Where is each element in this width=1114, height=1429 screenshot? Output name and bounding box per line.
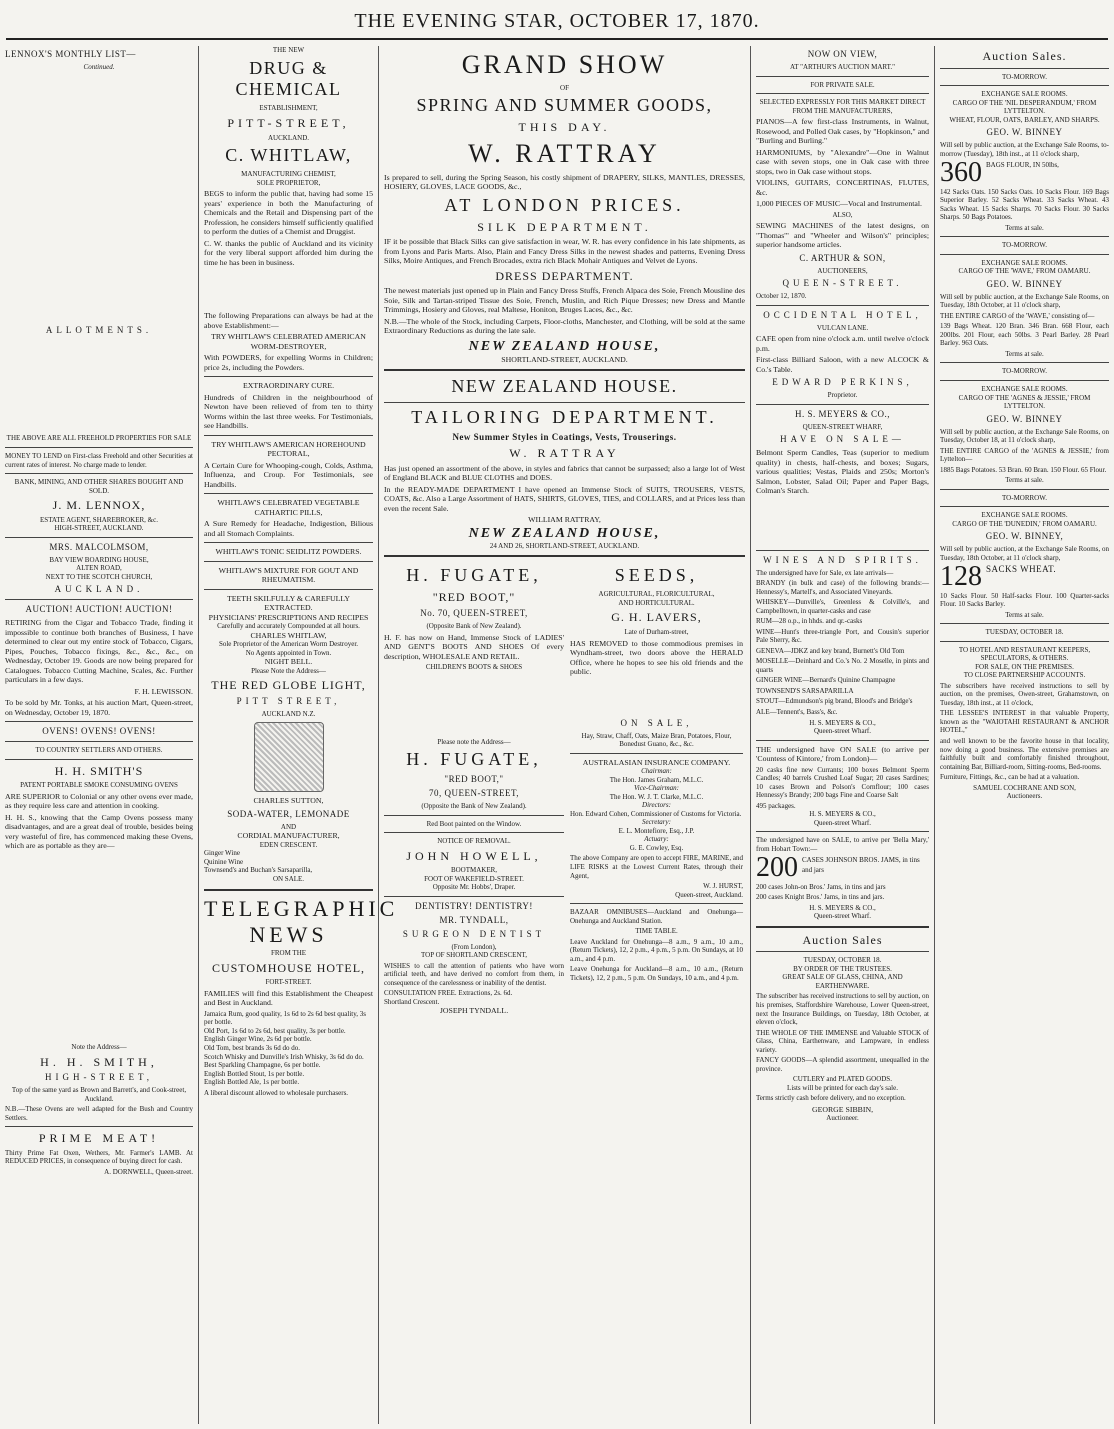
wr-name: W. RATTRAY: [509, 446, 620, 461]
whitlaw-role: MANUFACTURING CHEMIST,: [241, 170, 336, 179]
terms-1: Terms at sale.: [1005, 223, 1044, 232]
soda-line: SODA-WATER, LEMONADE: [227, 808, 350, 819]
vice-name: The Hon. W. J. T. Clarke, M.L.C.: [609, 792, 704, 801]
prime-sign: A. DORNWELL, Queen-street.: [104, 1167, 193, 1176]
vice-chair: Vice-Chairman:: [634, 784, 679, 793]
rattray-name: W. RATTRAY: [468, 138, 661, 168]
column-3: [379, 46, 750, 1424]
tuesday: TUESDAY, OCTOBER 18.: [803, 956, 882, 965]
hurst-location: Queen-street, Auckland.: [675, 890, 743, 899]
column-2: [199, 46, 399, 1424]
cochrane: SAMUEL COCHRANE AND SON,: [973, 783, 1076, 792]
two-hundred: 200: [756, 852, 798, 884]
on-sale-3: ON SALE,: [620, 717, 693, 728]
have-on-sale: HAVE ON SALE—: [780, 434, 905, 445]
removal: NOTICE OF REMOVAL.: [437, 837, 511, 846]
news: NEWS: [249, 922, 328, 948]
terms-2: Terms at sale.: [1005, 349, 1044, 358]
this-day: THIS DAY.: [518, 120, 611, 135]
lessee: THE LESSEE'S INTEREST in that valuable Property, known as the "WAIOTAHI RESTAURANT & ANCHOR HOTEL,": [940, 709, 1109, 735]
hotel-keepers: TO HOTEL AND RESTAURANT KEEPERS, SPECULATORS, & OTHERS.: [958, 645, 1091, 663]
red-boot-2: "RED BOOT,": [444, 774, 504, 785]
horticultural: AND HORTICULTURAL.: [618, 598, 695, 607]
binney-4: GEO. W. BINNEY,: [985, 531, 1064, 542]
fugate-body-block: [384, 672, 564, 738]
nz-house-3: NEW ZEALAND HOUSE,: [468, 525, 661, 541]
exchange-4: EXCHANGE SALE ROOMS.: [981, 511, 1068, 520]
auction-heading: AUCTION! AUCTION! AUCTION!: [25, 604, 173, 615]
lavers-late: Late of Durham-street,: [624, 628, 689, 637]
fugate-text: H. F. has now on Hand, Immense Stock of LADIES' AND GENT'S BOOTS AND SHOES Of every description, WHOLESALE AND RETAIL.: [384, 632, 564, 661]
whiskey: WHISKEY—Dunville's, Greenless & Colville's, and Campbelltown, in quarter-casks and case: [756, 598, 929, 615]
bank-shares: BANK, MINING, AND OTHER SHARES BOUGHT AND SOLD.: [14, 478, 184, 495]
lennox-continued: Continued.: [83, 62, 115, 71]
subscriber-text: The subscriber has received instructions to sell by auction, on his premises, Staffordshire Warehouse, Lower Queen-street, next the Insurance Buildings, on Tuesday, 18th October, at eleven o'clock,: [756, 992, 929, 1027]
night-bell: NIGHT BELL.: [264, 657, 313, 667]
secretary: Secretary:: [642, 818, 671, 827]
wine-3: English Ginger Wine, 2s 6d per bottle.: [204, 1035, 312, 1044]
dress-nb: N.B.—The whole of the Stock, including Carpets, Floor-cloths, Manchester, and Clothing, will be sold at the same Extraordinary Reductions as during the late sale.: [384, 316, 745, 336]
binney-2-text: Will sell by public auction, at the Exchange Sale Rooms, on Tuesday, 18th October, at 11 o'clock sharp,: [940, 292, 1109, 310]
undersigned-heading: THE undersigned have ON SALE (to arrive per 'Countess of Kintore,' from London)—: [756, 744, 929, 764]
addr-note: Please Note the Address—: [251, 666, 326, 675]
arthur-son: C. ARTHUR & SON,: [799, 252, 886, 263]
drug-head2: DRUG & CHEMICAL: [235, 57, 342, 100]
perkins-role: Proprietor.: [827, 391, 858, 400]
cw-role: Sole Proprietor of the American Worm Destroyer.: [218, 640, 359, 649]
terms-3: Terms at sale.: [1005, 476, 1044, 485]
wr-text: Has just opened an assortment of the above, in styles and fabrics that cannot be surpassed; also a large lot of West of England BLACK and BLUE CLOTHS and DOES.: [384, 463, 745, 483]
sutton-name: CHARLES SUTTON,: [253, 796, 324, 806]
binney-3: GEO. W. BINNEY: [986, 413, 1063, 424]
actuary-name: G. E. Cowley, Esq.: [629, 843, 684, 852]
pitt-street-2: PITT STREET,: [236, 695, 341, 706]
smith-street: HIGH-STREET,: [44, 1072, 154, 1083]
brandy: BRANDY (in bulk and case) of the following brands:—Hennessy's, Martell's, and Associated Vineyards.: [756, 579, 929, 596]
fugate-2: H. FUGATE,: [406, 749, 542, 770]
aus-insurance: AUSTRALASIAN INSURANCE COMPANY.: [582, 757, 731, 767]
allotments-heading: ALLOTMENTS.: [45, 324, 153, 335]
malcolmsom-name: MRS. MALCOLMSOM,: [49, 541, 149, 552]
jams-3: 200 cases Knight Bros.' Jams, in tins and jars.: [756, 893, 885, 902]
list-4: 10 Sacks Flour. 50 Half-sacks Flour. 100 Quarter-sacks Flour. 10 Sacks Barley.: [940, 591, 1109, 609]
dress-heading: DRESS DEPARTMENT.: [495, 268, 634, 283]
auctioneers: AUCTIONEERS,: [817, 266, 868, 275]
packages: 495 packages.: [756, 801, 796, 810]
wine-7: English Bottled Stout, 1s per bottle.: [204, 1069, 305, 1078]
nz-house-2: NEW ZEALAND HOUSE.: [451, 376, 678, 397]
binney-1: GEO. W. BINNEY: [986, 127, 1063, 138]
queen-70: 70, QUEEN-STREET,: [428, 788, 520, 798]
binney-4-text: Will sell by public auction, at the Exchange Sale Rooms, on Tuesday, 18th October, at 11 o'clock sharp,: [940, 545, 1109, 562]
no-agents: No Agents appointed in Town.: [245, 648, 332, 657]
trustees: BY ORDER OF THE TRUSTEES.: [793, 964, 892, 973]
prime-heading: PRIME MEAT!: [38, 1131, 160, 1146]
sibbin-role: Auctioneer.: [826, 1114, 859, 1123]
summer-styles: New Summer Styles in Coatings, Vests, Trouserings.: [452, 432, 677, 443]
meyers-text: Belmont Sperm Candles, Teas (superior to medium quality) in chests, half-chests, and boxes; Sugars, various qualities; Vestas, Plaids and 250s; Morton's Salmon, Lobster, Salad Oil; Paper and Paper Bags, Colman's Starch.: [756, 448, 929, 496]
red-boot-1: "RED BOOT,": [432, 590, 516, 605]
from-london: (From London),: [451, 942, 497, 951]
wharf-4: Queen-street Wharf.: [813, 912, 871, 921]
wakefield: FOOT OF WAKEFIELD-STREET.: [424, 874, 524, 883]
music: 1,000 PIECES OF MUSIC—Vocal and Instrumental.: [756, 199, 922, 209]
newspaper-title: THE EVENING STAR, OCTOBER 17, 1870.: [354, 10, 760, 32]
ginger-wine: Ginger Wine: [204, 849, 240, 858]
also: ALSO,: [832, 210, 853, 219]
please-note: Please note the Address—: [437, 737, 511, 746]
for-sale-premises: FOR SALE, ON THE PREMISES.: [975, 662, 1074, 671]
cw-sign: CHARLES WHITLAW,: [250, 630, 327, 640]
silk-text: IF it be possible that Black Silks can give satisfaction in wear, W. R. has every confidence in his late shipments, as from Lyons and Paris Marts. Also, Plain and Fancy Dress Silks in the newest shades and patterns, Evening Dress Silks, Moire Antiques, and French Brocades, extra rich Black Mohair Antiques and Velvet de Lyons.: [384, 237, 745, 266]
num-360: 360: [940, 157, 982, 189]
eden-crescent: EDEN CRESCENT.: [259, 840, 318, 849]
smith-body-block: [5, 853, 193, 1043]
drug-head3: ESTABLISHMENT,: [259, 104, 318, 113]
telegraphic: TELEGRAPHIC: [204, 895, 399, 921]
physicians-head: PHYSICIANS' PRESCRIPTIONS AND RECIPES: [208, 612, 369, 622]
cargo-4: CARGO OF THE 'DUNEDIN,' FROM OAMARU.: [952, 519, 1097, 528]
lennox-role: ESTATE AGENT, SHAREBROKER, &c.: [40, 515, 158, 524]
fugate-column: [384, 562, 564, 1015]
agricultural: AGRICULTURAL, FLORICULTURAL,: [598, 590, 715, 599]
sarsaparilla: Townsend's and Buchan's Sarsaparilla,: [204, 866, 313, 875]
cochrane-role: Auctioneers.: [1006, 792, 1043, 801]
selected: SELECTED EXPRESSLY FOR THIS MARKET DIRECT FROM THE MANUFACTURERS,: [759, 98, 926, 115]
sibbin: GEORGE SIBBIN,: [811, 1104, 874, 1114]
london-prices: AT LONDON PRICES.: [444, 194, 685, 215]
pills-head: WHITLAW'S CELEBRATED VEGETABLE CATHARTIC PILLS,: [217, 498, 360, 517]
actuary: Actuary:: [644, 835, 669, 844]
pianos: PIANOS—A few first-class Instruments, in Walnut, Rosewood, and Polled Oak cases, by "Hopkinson," and "Burling and Burling.": [756, 117, 929, 146]
seeds-column: [570, 562, 743, 1015]
sacks-wheat: SACKS WHEAT.: [986, 564, 1057, 575]
rum: RUM—28 o.p., in hhds. and qr.-casks: [756, 617, 863, 626]
column-4: [751, 46, 934, 1424]
silk-heading: SILK DEPARTMENT.: [477, 219, 652, 234]
wharf-3: Queen-street Wharf.: [813, 818, 871, 827]
on-sale: ON SALE.: [272, 875, 305, 884]
wr-text2: In the READY-MADE DEPARTMENT I have opened an Immense Stock of SUITS, TROUSERS, VESTS, COATS, &c. Also a Large Assortment of HATS, SHIRTS, GLOVES, TIES, and COLLARS, and at Prices less than even the recent Sale.: [384, 484, 745, 513]
timetable: TIME TABLE.: [635, 927, 678, 936]
top-shortland: TOP OF SHORTLAND CRESCENT,: [420, 951, 528, 960]
wines-heading: WINES AND SPIRITS.: [763, 554, 922, 565]
spring-summer: SPRING AND SUMMER GOODS,: [416, 95, 713, 116]
whitlaw-text: BEGS to inform the public that, having had some 15 years' experience in both the Manufacturing of Chemicals and the Retail and Dispensing part of the Profession, he considers himself sufficiently qualified to perform the duties of a Chemist and Druggist.: [204, 189, 373, 237]
tyndall-text: WISHES to call the attention of patients who have worn artificial teeth, and have derived no comfort from them, in consequence of the carelessness or inability of the dentist.: [384, 961, 564, 987]
townsend: TOWNSEND'S SARSAPARILLA: [756, 686, 854, 695]
drug-city: AUCKLAND.: [267, 133, 310, 142]
subscribers-text: The subscribers have received instructions to sell by auction, on the premises, Owen-street, Grahamstown, on Tuesday, 18th inst., at 11 o'clock,: [940, 681, 1109, 707]
fugate-1: H. FUGATE,: [406, 565, 542, 586]
geneva: GENEVA—JDKZ and key brand, Burnett's Old Tom: [756, 646, 905, 655]
lavers-text: HAS REMOVED to those commodious premises in Wyndham-street, two doors above the HERALD Office, where he hopes to see his old friends and the public.: [570, 638, 743, 677]
moselle: MOSELLE—Deinhard and Co.'s No. 2 Moselle, in pints and quarts: [756, 657, 929, 674]
column-1: [0, 46, 198, 1424]
masthead: [0, 0, 1114, 44]
cutlery: CUTLERY and PLATED GOODS.: [793, 1075, 892, 1084]
hurst: W. J. HURST,: [703, 882, 743, 891]
no-70: No. 70, QUEEN-STREET,: [420, 608, 528, 619]
tyndall: MR. TYNDALL,: [439, 914, 509, 925]
wheat-flour: WHEAT, FLOUR, OATS, BARLEY, AND SHARPS.: [949, 115, 1100, 124]
wine-5: Scotch Whisky and Dunville's Irish Whisky, 3s 6d do do.: [204, 1052, 364, 1061]
customhouse-hotel: CUSTOMHOUSE HOTEL,: [211, 960, 366, 975]
surgeon-dentist: SURGEON DENTIST: [402, 928, 546, 939]
ovens-heading: OVENS! OVENS! OVENS!: [42, 726, 156, 737]
meyers-body-block: [756, 498, 929, 546]
money-notice: MONEY TO LEND on First-class Freehold and other Securities at current rates of interest. No charge made to lender.: [5, 452, 193, 469]
howell: JOHN HOWELL,: [406, 848, 542, 863]
families-text: FAMILIES will find this Establishment the Cheapest and Best in Auckland.: [204, 988, 373, 1008]
furniture: Furniture, Fittings, &c., can be had at a valuation.: [940, 773, 1080, 782]
smith-name: H. H. SMITH'S: [54, 763, 144, 778]
gout-head: WHITLAW'S MIXTURE FOR GOUT AND RHEUMATISM.: [218, 565, 359, 585]
occidental: OCCIDENTAL HOTEL,: [763, 309, 922, 320]
tuesday-18: TUESDAY, OCTOBER 18.: [985, 628, 1064, 637]
dress-text: The newest materials just opened up in Plain and Fancy Dress Stuffs, French Alpaca des Soie, French Mousline des Soie, Silk and Tartan-striped Tissue des Soie, French, Muslin, and Rich Pique Dresses; new Dress and Mantle Trimmings, Hosiery and Gloves, real Maltese, Honiton, Bruges Laces, &c., &c.: [384, 286, 745, 315]
smith-sign: H. H. SMITH,: [40, 1054, 158, 1069]
bootmaker: BOOTMAKER,: [450, 866, 498, 875]
wine-8: English Bottled Ale, 1s per bottle.: [204, 1078, 300, 1087]
bella-mary: The undersigned have on SALE, to arrive per 'Bella Mary,' from Hobart Town:—: [756, 836, 929, 853]
cargo-3: CARGO OF THE 'AGNES & JESSIE,' FROM LYTTELTON.: [958, 393, 1091, 411]
lennox-name: J. M. LENNOX,: [52, 498, 146, 513]
malcolmsom-addr1: ALTEN ROAD,: [76, 564, 122, 573]
cargo-2: CARGO OF THE 'WAVE,' FROM OAMARU.: [958, 267, 1091, 276]
wines-sub: The undersigned have for Sale, ex late arrivals—: [756, 568, 894, 577]
violins: VIOLINS, GUITARS, CONCERTINAS, FLUTES, &c.: [756, 178, 929, 197]
nz-house-1: NEW ZEALAND HOUSE,: [468, 338, 661, 354]
malcolmsom-city: AUCKLAND.: [54, 584, 144, 595]
dentistry: DENTISTRY! DENTISTRY!: [415, 900, 533, 911]
wharf-2: Queen-street Wharf.: [813, 727, 871, 736]
bazaar-heading: BAZAAR OMNIBUSES—Auckland and Onehunga—Onehunga and Auckland Station.: [570, 908, 743, 925]
private-sale: FOR PRIVATE SALE.: [810, 80, 875, 89]
soda-machine-engraving: [254, 722, 324, 792]
exchange-3: EXCHANGE SALE ROOMS.: [981, 384, 1068, 393]
from-the: FROM THE: [270, 949, 307, 958]
insurance-text: The above Company are open to accept FIRE, MARINE, and LIFE RISKS at the Lowest Current Rates, through their Agent,: [570, 854, 743, 880]
seidlitz-head: WHITLAW'S TONIC SEIDLITZ POWDERS.: [215, 547, 362, 557]
red-globe: THE RED GLOBE LIGHT,: [211, 678, 366, 693]
bags-flour: BAGS FLOUR, IN 50lbs,: [986, 161, 1059, 170]
auction-sign: F. H. LEWISSON.: [134, 686, 193, 696]
meyers-3: H. S. MEYERS & CO.,: [809, 810, 876, 819]
smith-text: ARE SUPERIOR to Colonial or any other ovens ever made, as they require less care and attention in cooking.: [5, 791, 193, 811]
undersigned-items: 20 casks fine new Currants; 100 boxes Belmont Sperm Candles; 40 barrels Crushed Loaf Sugar; 20 cases Sardines; 10 cases Brown and Polson's Cornflour; 100 cases Hennessy's Brandy; 200 bags Fine and Coarse Salt: [756, 765, 929, 800]
seeds: SEEDS,: [614, 565, 699, 586]
lessee-text: and well known to be the favorite house in that locality, now doing a good business. The extensive premises are faithfully built and comfortably finished throughout, containing Bar, Billiard-room, Sitting-rooms, Bed-rooms.: [940, 736, 1109, 771]
tomorrow-1: TO-MORROW.: [1002, 72, 1047, 81]
red-window: Red Boot painted on the Window.: [426, 819, 522, 828]
cafe: CAFE open from nine o'clock a.m. until twelve o'clock p.m.: [756, 334, 929, 353]
jams-2: 200 cases John-on Bros.' Jams, in tins and jars: [756, 882, 886, 891]
tomorrow-2: TO-MORROW.: [1002, 241, 1047, 250]
shortland-2: 24 AND 26, SHORTLAND-STREET, AUCKLAND.: [489, 541, 640, 550]
horehound-text: A Certain Cure for Whooping-cough, Colds, Asthma, Influenza, and Croup. For Testimonials, see Handbills.: [204, 460, 373, 489]
horehound-head: TRY WHITLAW'S AMERICAN HOREHOUND PECTORAL,: [211, 439, 366, 459]
whitlaw-text2: C. W. thanks the public of Auckland and its vicinity for the very liberal support afforded him during the time he has been in business.: [204, 238, 373, 267]
physicians-text: Carefully and accurately Compounded at all hours.: [217, 622, 360, 631]
lavers-body-block: [570, 679, 743, 715]
tomorrow-3: TO-MORROW.: [1002, 367, 1047, 376]
whitlaw-name: C. WHITLAW,: [225, 145, 352, 166]
billiard: First-class Billiard Saloon, with a new ALCOCK & Co.'s Table.: [756, 355, 929, 374]
smith-location: Top of the same yard as Brown and Barrett's, and Cook-street, Auckland.: [11, 1086, 187, 1103]
opp-bank-2: (Opposite the Bank of New Zealand).: [421, 801, 527, 810]
auction-text: RETIRING from the Cigar and Tobacco Trade, finding it impossible to continue both branches of Business, I have determined to clear out my entire stock of Tobacco, Cigars, Pipes, Pouches, Tobacco fixings, &c., &c., &c., on Wednesday, October 19. Goods are now being prepared for Catalogues. Tobacco Cutting Machine, Scales, &c. Further particulars in a few days.: [5, 618, 193, 685]
harmoniums: HARMONIUMS, by "Alexandre"—One in Walnut case with seven stops, one in Oak case with three stops, two in Oak case without stops.: [756, 147, 929, 176]
malcolmsom-line: BAY VIEW BOARDING HOUSE,: [49, 555, 149, 564]
chair-name: The Hon. James Graham, M.L.C.: [609, 775, 704, 784]
malcolmsom-addr2: NEXT TO THE SCOTCH CHURCH,: [45, 572, 153, 581]
shortland-crescent: Shortland Crescent.: [384, 997, 440, 1006]
worm-text: With POWDERS, for expelling Worms in Children; price 2s, including the Powders.: [204, 353, 373, 372]
terms-4: Terms at sale.: [1005, 610, 1044, 619]
tailoring-department: TAILORING DEPARTMENT.: [411, 407, 718, 428]
grand-of: OF: [560, 83, 569, 92]
now-on-view: NOW ON VIEW,: [807, 49, 878, 59]
smith-nb: N.B.—These Ovens are well adapted for the Bush and Country Settlers.: [5, 1105, 193, 1122]
masthead-rule: [6, 38, 1108, 40]
lennox-address: HIGH-STREET, AUCKLAND.: [54, 524, 144, 533]
wharf-1: QUEEN-STREET WHARF,: [802, 422, 883, 431]
binney-3-text: Will sell by public auction, at the Exchange Sale Rooms, on Tuesday, October 18, at 11 o'clock sharp,: [940, 427, 1109, 445]
oct12: October 12, 1870.: [756, 292, 807, 301]
fort-street: FORT-STREET.: [265, 978, 312, 987]
onsale-items: Hay, Straw, Chaff, Oats, Maize Bran, Potatoes, Flour, Bonedust Guano, &c., &c.: [581, 731, 732, 749]
drug-street: PITT-STREET,: [227, 115, 350, 130]
cure-head: EXTRAORDINARY CURE.: [242, 381, 335, 391]
stout: STOUT—Edmundson's pig brand, Blood's and Bridge's: [756, 697, 913, 706]
lennox-heading: LENNOX'S MONTHLY LIST—: [5, 49, 136, 59]
opp-bank: (Opposite Bank of New Zealand).: [426, 621, 522, 630]
rattray-text: Is prepared to sell, during the Spring Season, his costly shipment of DRAPERY, SILKS, MANTLES, DRESSES, HOSIERY, GLOVES, LACE GOODS, &c.,: [384, 172, 745, 192]
bus-2: Leave Onehunga for Auckland—8 a.m., 10 a.m., (Return Tickets), 12, 2 p.m., 5 p.m. On Sundays, 10 a.m., and 4 p.m.: [570, 965, 743, 982]
whitlaw-sole: SOLE PROPRIETOR,: [256, 178, 321, 187]
tomorrow-4: TO-MORROW.: [1002, 493, 1047, 502]
great-sale: GREAT SALE OF GLASS, CHINA, AND EARTHENWARE.: [782, 973, 903, 990]
discount-note: A liberal discount allowed to wholesale purchasers.: [204, 1088, 349, 1097]
entire-cargo-3: THE ENTIRE CARGO of the 'AGNES & JESSIE,' from Lyttelton—: [940, 446, 1109, 464]
lists-note: Lists will be printed for each day's sale.: [787, 1083, 898, 1092]
chairman: Chairman:: [641, 767, 672, 776]
directors: Directors:: [642, 801, 671, 810]
sewing: SEWING MACHINES of the latest designs, on "Thomas'" and "Wheeler and Wilson's" principles; superior handsome articles.: [756, 221, 929, 250]
cargo-1: CARGO OF THE 'NIL DESPERANDUM,' FROM LYTTELTON.: [952, 98, 1097, 116]
exchange-1: EXCHANGE SALE ROOMS.: [981, 90, 1068, 99]
prep-note: The following Preparations can always be had at the above Establishment:—: [204, 311, 373, 330]
lavers: G. H. LAVERS,: [611, 610, 702, 625]
terms-note: Terms strictly cash before delivery, and no exception.: [756, 1094, 906, 1103]
smith-title: PATENT PORTABLE SMOKE CONSUMING OVENS: [20, 781, 178, 790]
consultation: CONSULTATION FREE. Extractions, 2s. 6d.: [384, 989, 513, 998]
wine: WINE—Hunt's three-triangle Port, and Cousin's superior Pale Sherry, &c.: [756, 627, 929, 645]
allotments-list-block: [5, 338, 193, 434]
pills-text: A Sure Remedy for Headache, Indigestion, Bilious and all Stomach Complaints.: [204, 519, 373, 538]
smith-text2: H. H. S., knowing that the Camp Ovens possess many disadvantages, and are a great deal of trouble, besides being very wasteful of fire, has commenced making these Ovens, which are as portable as they are—: [5, 812, 193, 851]
wr-full: WILLIAM RATTRAY,: [528, 515, 601, 525]
drug-head1: THE NEW: [272, 46, 305, 54]
meyers-1: H. S. MEYERS & CO.,: [794, 408, 890, 419]
wine-2: Old Port, 1s 6d to 2s 6d, best quality, 3s per bottle.: [204, 1026, 346, 1035]
hobbs: Opposite Mr. Hobbs', Draper.: [432, 883, 516, 892]
ovens-sub: TO COUNTRY SETTLERS AND OTHERS.: [35, 746, 163, 755]
meyers-2: H. S. MEYERS & CO.,: [809, 718, 876, 727]
teeth-head: TEETH SKILFULLY & CAREFULLY EXTRACTED.: [226, 593, 351, 613]
list-2: 139 Bags Wheat. 120 Bran. 346 Bran. 668 Flour, each 200lbs. 201 Flour, each 50lbs. 3 Pearl Barley. 28 Pearl Barley. 963 Oats.: [940, 322, 1109, 348]
arthur-mart: AT "ARTHUR'S AUCTION MART.": [789, 62, 896, 71]
vulcan: VULCAN LANE.: [816, 323, 869, 332]
cure-text: Hundreds of Children in the neighbourhood of Newton have been relieved of from ten to thirty Worms within the last three weeks. For Testimonials, see Handbills.: [204, 392, 373, 431]
whitlaw-body-block: [204, 269, 373, 309]
ginger-wine-2: GINGER WINE—Bernard's Quinine Champagne: [756, 676, 896, 685]
wine-1: Jamaica Rum, good quality, 1s 6d to 2s 6d best quality, 3s per bottle.: [204, 1009, 367, 1027]
auckland-nz: AUCKLAND N.Z.: [261, 709, 316, 718]
directors-list: Hon. Edward Cohen, Commissioner of Customs for Victoria.: [570, 809, 742, 818]
column-5: [935, 46, 1114, 1424]
quinine-wine: Quinine Wine: [204, 857, 244, 866]
list-3: 1885 Bags Potatoes. 53 Bran. 60 Bran. 150 Flour. 65 Flour.: [940, 465, 1107, 474]
freehold-note: THE ABOVE ARE ALL FREEHOLD PROPERTIES FOR SALE: [6, 434, 192, 443]
binney-2: GEO. W. BINNEY: [986, 278, 1063, 289]
auction-sales-title: Auction Sales.: [982, 49, 1067, 63]
and-line: AND: [280, 822, 297, 831]
joseph-tyndall: JOSEPH TYNDALL.: [439, 1006, 509, 1016]
entire-cargo: THE ENTIRE CARGO of the 'WAVE,' consisting of—: [940, 311, 1095, 320]
secretary-name: E. L. Montefiore, Esq., J.P.: [618, 826, 695, 835]
jams-1: CASES JOHNSON BROS. JAMS, in tins and jars: [802, 856, 920, 874]
property-list-block: [5, 72, 193, 322]
queen-street: QUEEN-STREET.: [782, 278, 903, 289]
grand-show: GRAND SHOW: [461, 50, 668, 79]
meyers-4: H. S. MEYERS & CO.,: [809, 903, 876, 912]
childrens: CHILDREN'S BOOTS & SHOES: [425, 663, 523, 672]
prime-text: Thirty Prime Fat Oxen, Wethers, Mr. Farmer's LAMB. At REDUCED PRICES, in consequence of buying direct for cash.: [5, 1148, 193, 1166]
list-1: 142 Sacks Oats. 150 Sacks Oats. 10 Sacks Flour. 169 Bags Superior Barley. 52 Sacks Wheat. 33 Sacks Wheat. 43 Sacks Wheat. 15 Sacks Sharps. 70 Sacks Flour. 30 Sacks Sharps. 50 Bags Potatoes.: [940, 187, 1109, 222]
wine-6: Best Sparkling Champagne, 6s per bottle.: [204, 1061, 321, 1070]
smith-address-head: Note the Address—: [71, 1042, 127, 1051]
fancy-goods: FANCY GOODS—A splendid assortment, unequalled in the province.: [756, 1056, 929, 1073]
shortland-1: SHORTLAND-STREET, AUCKLAND.: [501, 354, 628, 364]
cordial-line: CORDIAL MANUFACTURER,: [237, 831, 340, 841]
auction-sales: Auction Sales: [802, 932, 883, 947]
binney-1-text: Will sell by public auction, at the Exchange Sale Rooms, to-morrow (Tuesday), 18th inst., at 11 o'clock sharp,: [940, 141, 1109, 158]
exchange-2: EXCHANGE SALE ROOMS.: [981, 258, 1068, 267]
num-128: 128: [940, 561, 982, 593]
perkins: EDWARD PERKINS,: [772, 377, 913, 388]
close-partnership: TO CLOSE PARTNERSHIP ACCOUNTS.: [963, 671, 1086, 680]
auction-text2: To be sold by Mr. Tonks, at his auction Mart, Queen-street, on Wednesday, October 19, 1870.: [5, 698, 193, 717]
ale: ALE—Tennent's, Bass's, &c.: [756, 708, 838, 716]
whole-stock: THE WHOLE OF THE IMMENSE and Valuable STOCK of Glass, China, Earthenware, and Lampware, in endless variety.: [756, 1028, 929, 1054]
worm-head: TRY WHITLAW'S CELEBRATED AMERICAN WORM-DESTROYER,: [211, 332, 366, 351]
bus-1: Leave Auckland for Onehunga—8 a.m., 9 a.m., 10 a.m., (Return Tickets), 12, 2 p.m., 4 p.m., 5 p.m. On Sundays, at 10 a.m., and 4 p.m.: [570, 937, 743, 963]
wine-4: Old Tom, best brands 3s 6d do do.: [204, 1044, 301, 1053]
